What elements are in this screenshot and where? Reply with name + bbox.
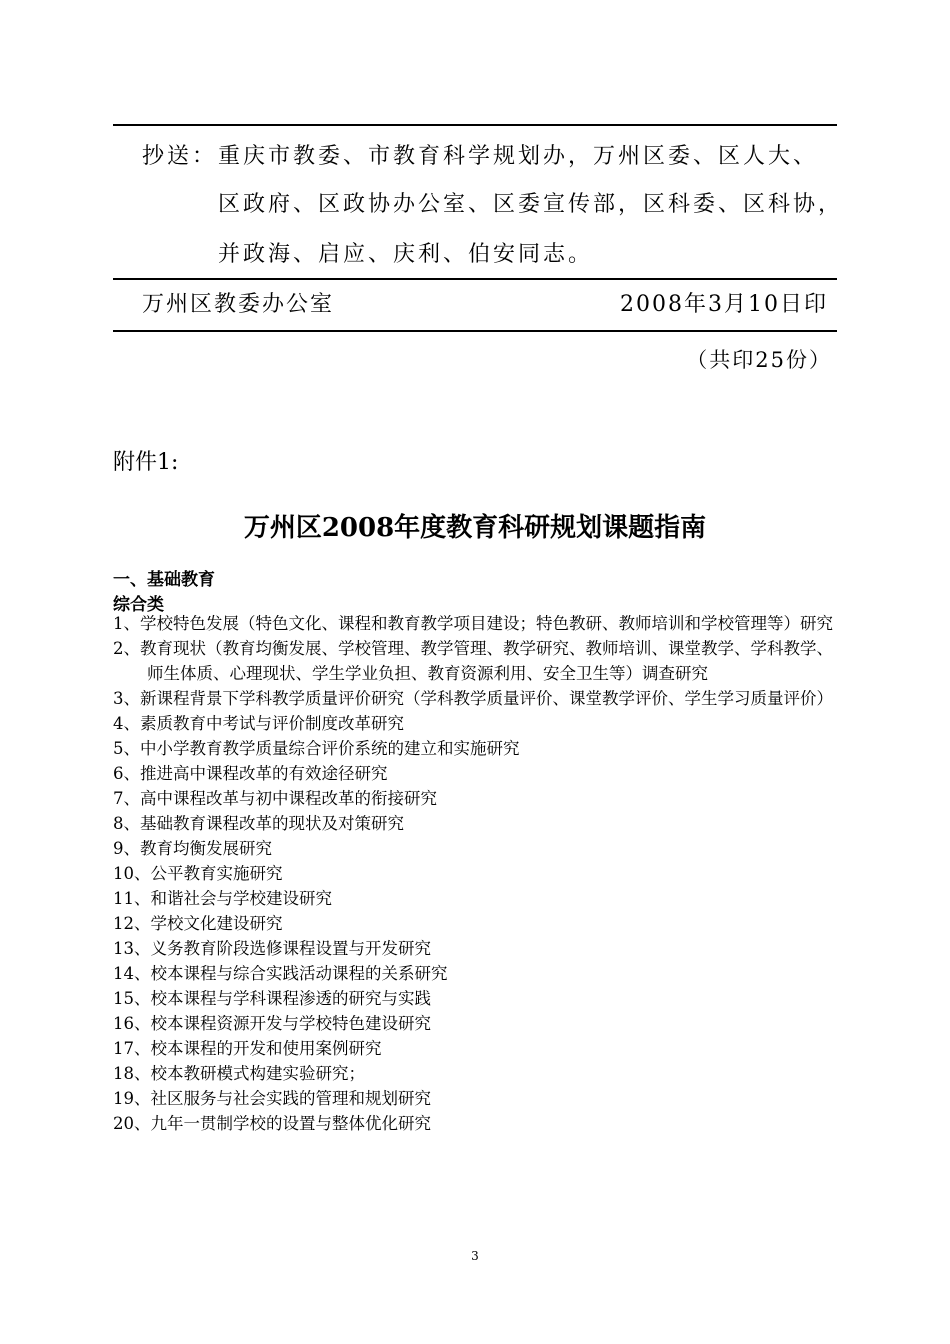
- list-item: 10、公平教育实施研究: [113, 864, 283, 883]
- section-heading: 一、基础教育: [113, 570, 215, 590]
- cc-bottom-rule: [113, 330, 837, 332]
- cc-top-rule: [113, 124, 837, 126]
- list-item: 17、校本课程的开发和使用案例研究: [113, 1039, 382, 1058]
- list-item: 13、义务教育阶段选修课程设置与开发研究: [113, 939, 431, 958]
- list-item: 1、学校特色发展（特色文化、课程和教育教学项目建设；特色教研、教师培训和学校管理等）研究: [113, 614, 833, 633]
- attachment-label: 附件1:: [113, 450, 179, 475]
- list-item: 12、学校文化建设研究: [113, 914, 283, 933]
- topic-list: [113, 611, 843, 1136]
- list-item: 9、教育均衡发展研究: [113, 839, 272, 858]
- cc-line-2: 区政府、区政协办公室、区委宣传部，区科委、区科协，: [218, 192, 844, 217]
- list-item: 5、中小学教育教学质量综合评价系统的建立和实施研究: [113, 739, 520, 758]
- list-item: 8、基础教育课程改革的现状及对策研究: [113, 814, 404, 833]
- print-date: 2008年3月10日印: [620, 292, 828, 317]
- guide-title: 万州区2008年度教育科研规划课题指南: [243, 513, 707, 543]
- cc-line-3: 并政海、启应、庆利、伯安同志。: [218, 242, 594, 267]
- list-item: 15、校本课程与学科课程渗透的研究与实践: [113, 989, 431, 1008]
- list-item: 20、九年一贯制学校的设置与整体优化研究: [113, 1114, 431, 1133]
- list-item: 11、和谐社会与学校建设研究: [113, 889, 332, 908]
- list-item: 4、素质教育中考试与评价制度改革研究: [113, 714, 404, 733]
- list-item: 3、新课程背景下学科教学质量评价研究（学科教学质量评价、课堂教学评价、学生学习质量评价）: [113, 689, 833, 708]
- cc-label: 抄送：: [142, 144, 218, 169]
- list-item: 6、推进高中课程改革的有效途径研究: [113, 764, 388, 783]
- list-item: 7、高中课程改革与初中课程改革的衔接研究: [113, 789, 437, 808]
- cc-line-1: 重庆市教委、市教育科学规划办，万州区委、区人大、: [218, 144, 819, 169]
- list-item: 19、社区服务与社会实践的管理和规划研究: [113, 1089, 431, 1108]
- list-item: 14、校本课程与综合实践活动课程的关系研究: [113, 964, 448, 983]
- copies-count: （共印25份）: [686, 348, 832, 372]
- list-item: 2、教育现状（教育均衡发展、学校管理、教学管理、教学研究、教师培训、课堂教学、学科教学、师生体质、心理现状、学生学业负担、教育资源利用、安全卫生等）调查研究: [113, 639, 833, 683]
- issuing-office: 万州区教委办公室: [142, 292, 335, 317]
- category-heading: 综合类: [113, 595, 164, 615]
- list-item: 18、校本教研模式构建实验研究；: [113, 1064, 365, 1083]
- page-number: 3: [471, 1249, 479, 1263]
- list-item: 16、校本课程资源开发与学校特色建设研究: [113, 1014, 431, 1033]
- cc-middle-rule: [113, 278, 837, 280]
